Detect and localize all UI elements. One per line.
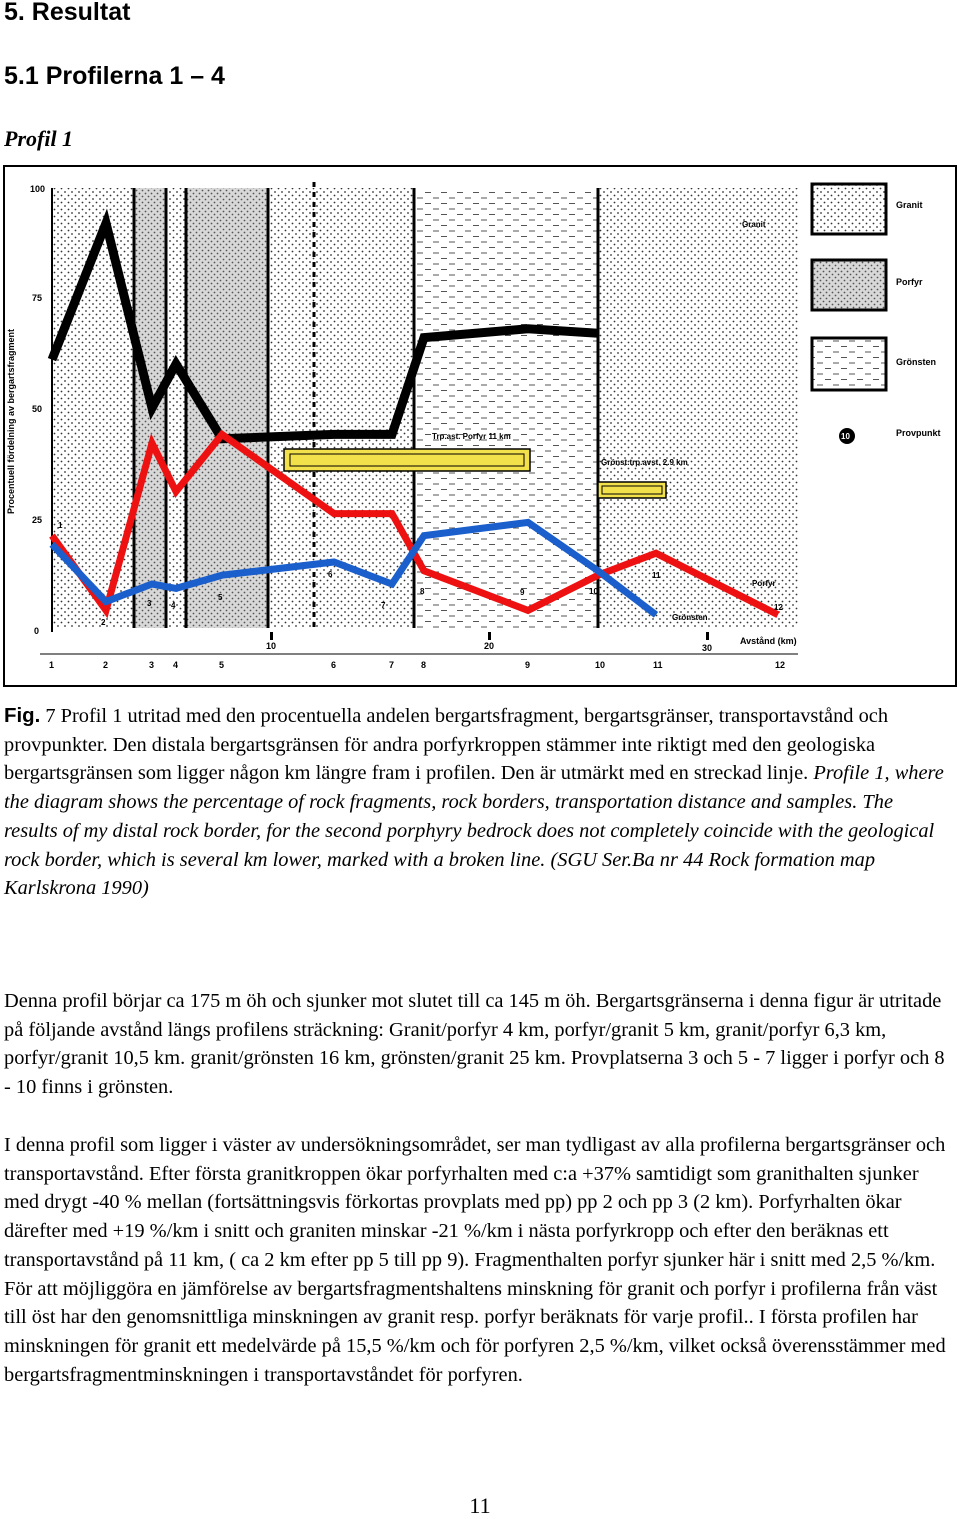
subsection-heading: 5.1 Profilerna 1 – 4	[4, 62, 225, 90]
profile-heading: Profil 1	[4, 126, 74, 151]
legend-provpunkt-example: 10	[841, 432, 850, 441]
legend-swatch-porfyr	[812, 260, 886, 310]
legend-label-gronsten: Grönsten	[896, 357, 937, 367]
sample-point-label: 1	[58, 521, 63, 530]
caption-label: Fig.	[4, 705, 41, 727]
profile-figure	[0, 162, 960, 690]
sample-point-label: 8	[420, 587, 425, 596]
legend-swatch-gronsten	[812, 338, 886, 390]
sample-axis-label: 9	[525, 660, 531, 670]
sample-axis-label: 7	[389, 660, 395, 670]
y-tick-label: 75	[32, 293, 43, 303]
body-paragraph: I denna profil som ligger i väster av undersökningsområdet, ser man tydligast av alla profilerna bergartsgränser och transportavstånd. Efter första granitkroppen ökar porfyrhalten med c:a +37% samtidigt som granithalten sjunker med drygt -40 % mellan (fortsättningsvis förkortas provplats med pp) pp 2 och pp 3 (2 km). Porfyrhalten ökar därefter med +19 %/km i snitt och graniten minskar -21 %/km i nästa porfyrkropp och efter den beräknas ett transportavstånd på 11 km, ( ca 2 km efter pp 5 till pp 9). Fragmenthalten porfyr sjunker här i snitt med 2,5 %/km. För att möjliggöra en jämförelse av bergartsfragmentshaltens minskning för granit och porfyr i profilerna från väst till öst har den genomsnittliga minskningen av granit resp. porfyr beräknats för varje profil.. I första profilen har minskningen för granit ett medelvärde på 15,5 %/km och för porfyren 2,5 %/km, vilket också överensstämmer med bergartsfragmentminskningen i transportavståndet för porfyren.	[4, 1134, 946, 1386]
sample-axis-label: 10	[595, 660, 606, 670]
figure-caption	[4, 702, 948, 903]
zone-gronsten	[414, 188, 598, 628]
distance-tick-label: 10	[266, 641, 277, 651]
sample-axis-label: 12	[775, 660, 786, 670]
sample-axis-label: 11	[653, 660, 663, 670]
y-tick-label: 50	[32, 404, 43, 414]
legend-swatch-granit	[812, 184, 886, 234]
legend-label-porfyr: Porfyr	[896, 277, 923, 287]
y-tick-label: 0	[34, 626, 40, 636]
sample-axis-label: 8	[421, 660, 427, 670]
sample-point-label: 12	[774, 603, 783, 612]
series-label-gronsten: Grönsten	[672, 613, 708, 622]
caption-english: Profile 1, where the diagram shows the percentage of rock fragments, rock borders, transportation distance and samples. The results of my distal rock border, for the second porphyry bedrock does not completely coincide with the geological rock border, which is several km lower, marked with a broken line. (SGU Ser.Ba nr 44 Rock formation map Karlskrona 1990)	[4, 762, 944, 900]
distance-tick-label: 20	[484, 641, 495, 651]
y-tick-label: 100	[30, 184, 46, 194]
caption-swedish: 7 Profil 1 utritad med den procentuella andelen bergartsfragment, bergartsgränser, transportavstånd och provpunkter. Den distala bergartsgränsen för andra porfyrkroppen stämmer inte riktigt med den geologiska bergartsgränsen som ligger någon km längre fram i profilen. Den är utmärkt med en streckad linje.	[4, 705, 889, 785]
legend-label-provpunkt: Provpunkt	[896, 428, 941, 438]
sample-point-label: 9	[520, 588, 525, 597]
sample-point-label: 11	[652, 571, 661, 580]
body-paragraph: Denna profil börjar ca 175 m öh och sjunker mot slutet till ca 145 m öh. Bergartsgränserna i denna figur är utritade på följande avstånd längs profilens sträckning: Granit/porfyr 4 km, porfyr/granit 5 km, granit/porfyr 6,3 km, porfyr/granit 10,5 km. granit/grönsten 16 km, grönsten/granit 25 km. Provplatserna 3 och 5 - 7 ligger i porfyr och 8 - 10 finns i grönsten.	[4, 990, 945, 1099]
y-axis-label: Procentuell fördelning av bergartsfragment	[6, 328, 16, 514]
sample-axis-label: 3	[149, 660, 155, 670]
series-label-porfyr: Porfyr	[752, 579, 776, 588]
legend-label-granit: Granit	[896, 200, 923, 210]
page-number: 11	[469, 1493, 491, 1518]
sample-point-label: 2	[101, 618, 106, 627]
sample-axis-label: 4	[173, 660, 179, 670]
sample-point-label: 3	[147, 599, 152, 608]
sample-point-label: 5	[218, 593, 223, 602]
sample-axis-label: 5	[219, 660, 225, 670]
gronsten-transport-label: Grönst.trp.avst. 2.9 km	[601, 458, 688, 467]
distance-tick-label: 30	[702, 643, 713, 653]
distance-axis-label: Avstånd (km)	[740, 636, 797, 646]
zone-granit-2	[166, 188, 186, 628]
sample-axis-label: 2	[103, 660, 109, 670]
y-tick-label: 25	[32, 515, 43, 525]
sample-axis-label: 1	[49, 660, 55, 670]
sample-axis-label: 6	[331, 660, 337, 670]
porfyr-transport-label: Trp.ast. Porfyr 11 km	[432, 432, 511, 441]
rock-zones	[52, 188, 798, 628]
sample-point-label: 4	[171, 601, 176, 610]
series-label-granit: Granit	[742, 220, 766, 229]
sample-point-label: 6	[328, 570, 333, 579]
section-heading: 5. Resultat	[4, 0, 131, 26]
sample-point-label: 10	[589, 587, 598, 596]
sample-point-label: 7	[381, 601, 386, 610]
